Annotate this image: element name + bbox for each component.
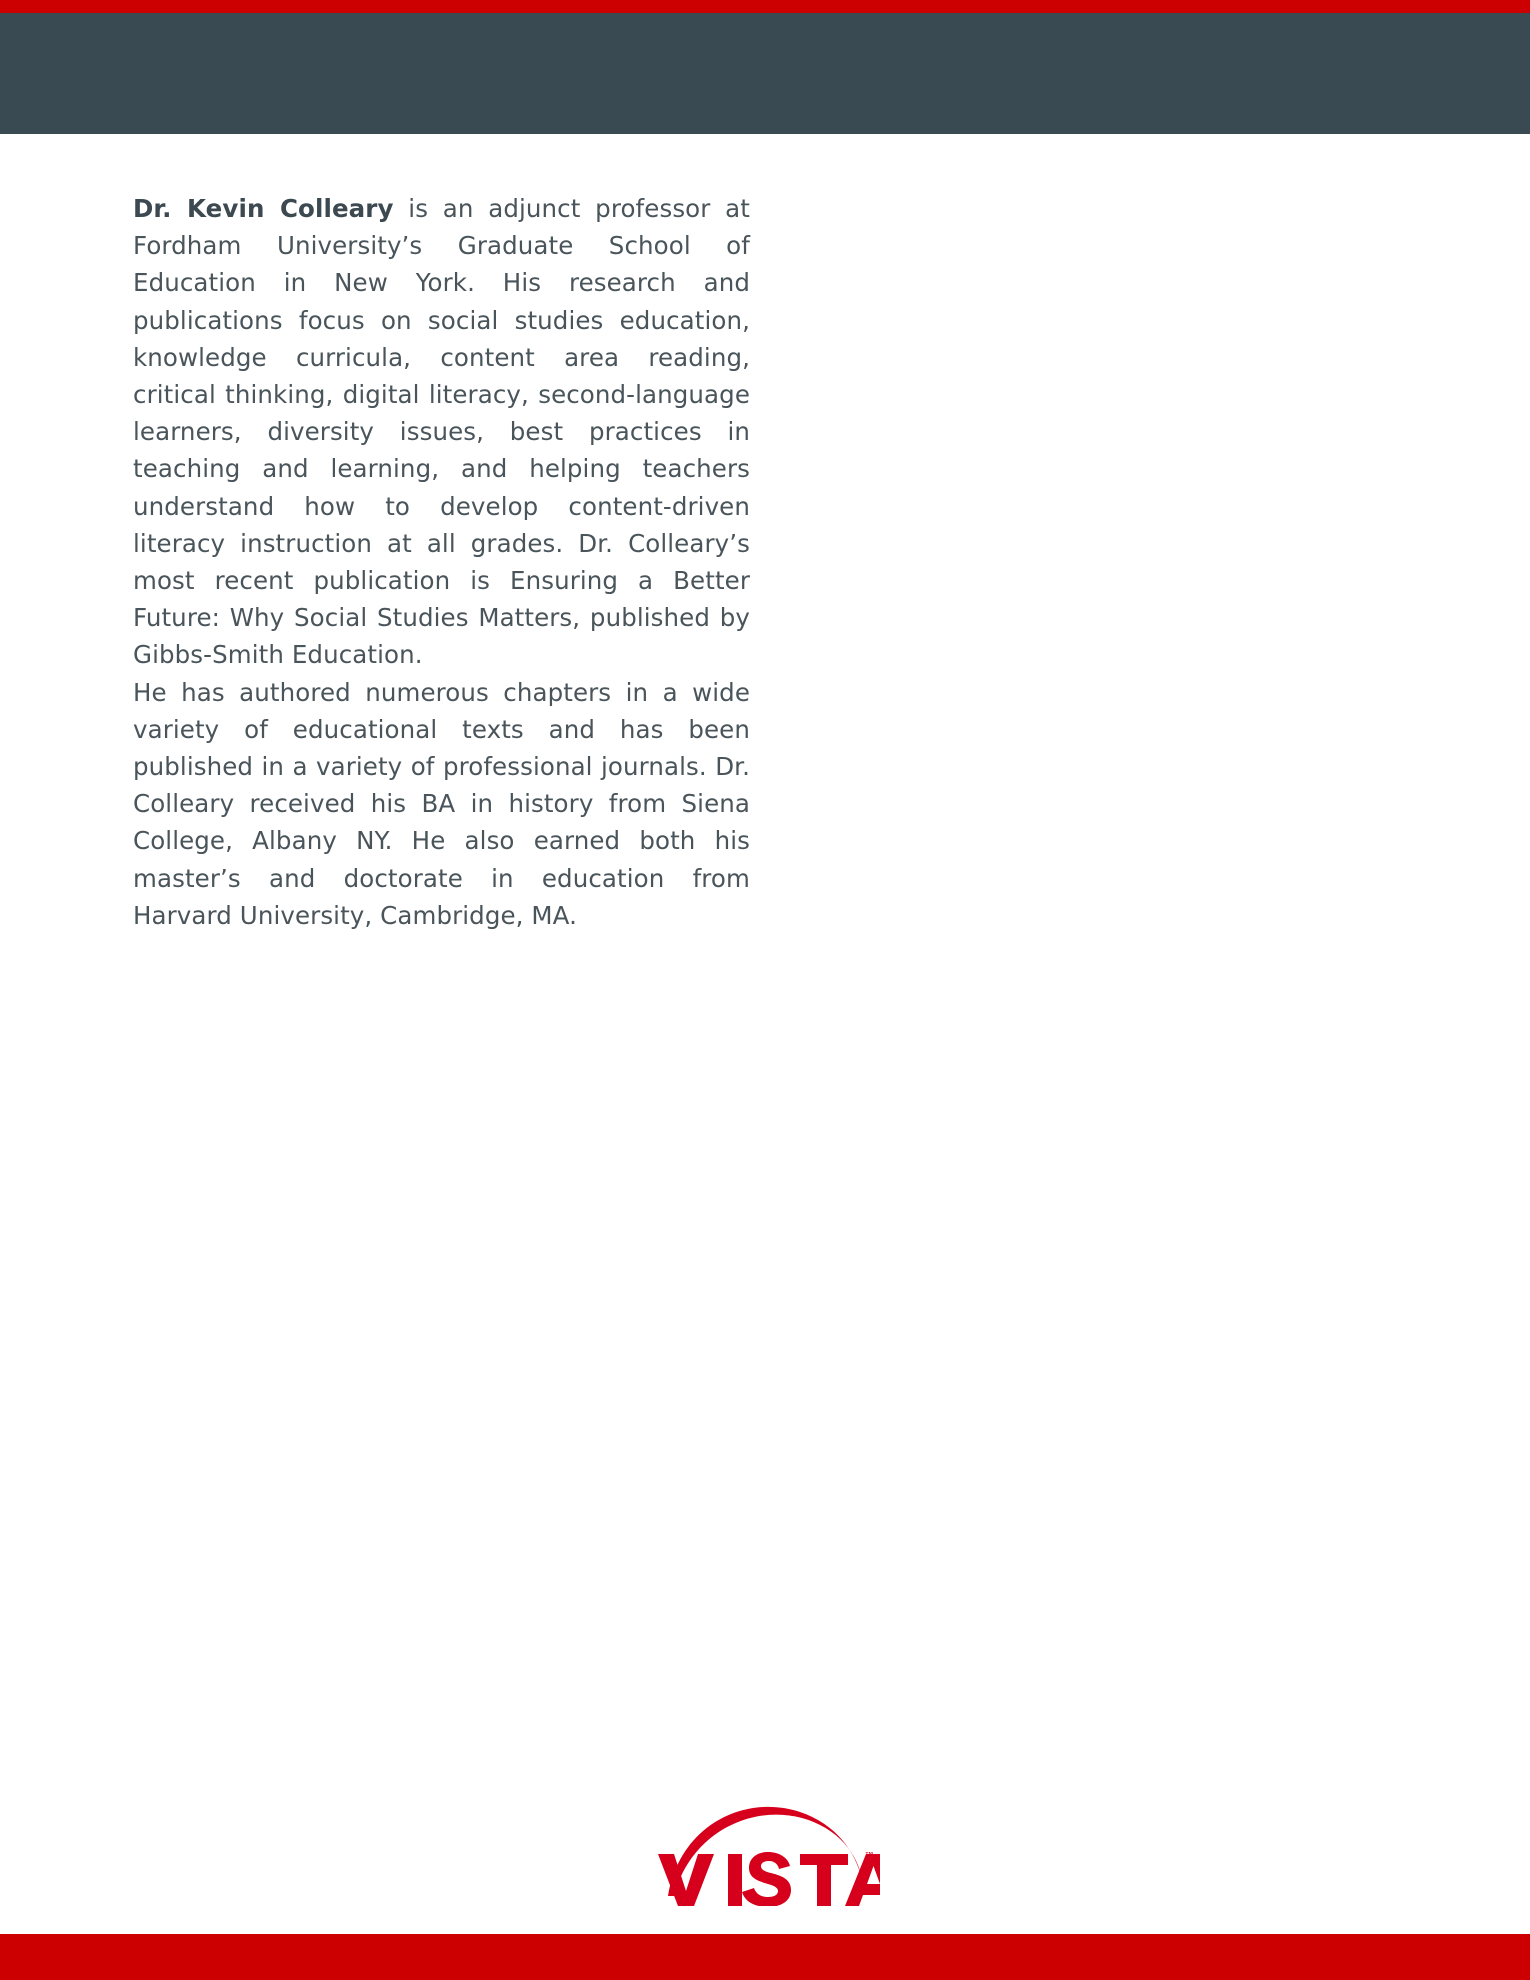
bio-paragraph-1 xyxy=(133,190,750,674)
vista-logo xyxy=(650,1788,880,1906)
vista-wordmark xyxy=(658,1852,880,1906)
bio-content-column xyxy=(133,190,750,934)
bio-paragraph-1-text: is an adjunct professor at Fordham University’s Graduate School of Education in New York. His research and publications focus on social studies education, knowledge curricula, content area reading, critical thinking, digital literacy, second-language learners, diversity issues, best practices in teaching and learning, and helping teachers understand how to develop content-driven literacy instruction at all grades. Dr. Colleary’s most recent publication is Ensuring a Better Future: Why Social Studies Matters, published by Gibbs-Smith Education. xyxy=(133,194,750,670)
bottom-red-accent-bar xyxy=(0,1934,1530,1980)
top-dark-banner xyxy=(0,13,1530,134)
vista-logo-icon xyxy=(650,1788,880,1906)
trademark-symbol: ™ xyxy=(864,1850,875,1863)
top-red-accent-bar xyxy=(0,0,1530,13)
bio-paragraph-2: He has authored numerous chapters in a wide variety of educational texts and has been published in a variety of professional journals. Dr. Colleary received his BA in history from Siena College, Albany NY. He also earned both his master’s and doctorate in education from Harvard University, Cambridge, MA. xyxy=(133,677,750,930)
author-name: Dr. Kevin Colleary xyxy=(133,194,394,223)
